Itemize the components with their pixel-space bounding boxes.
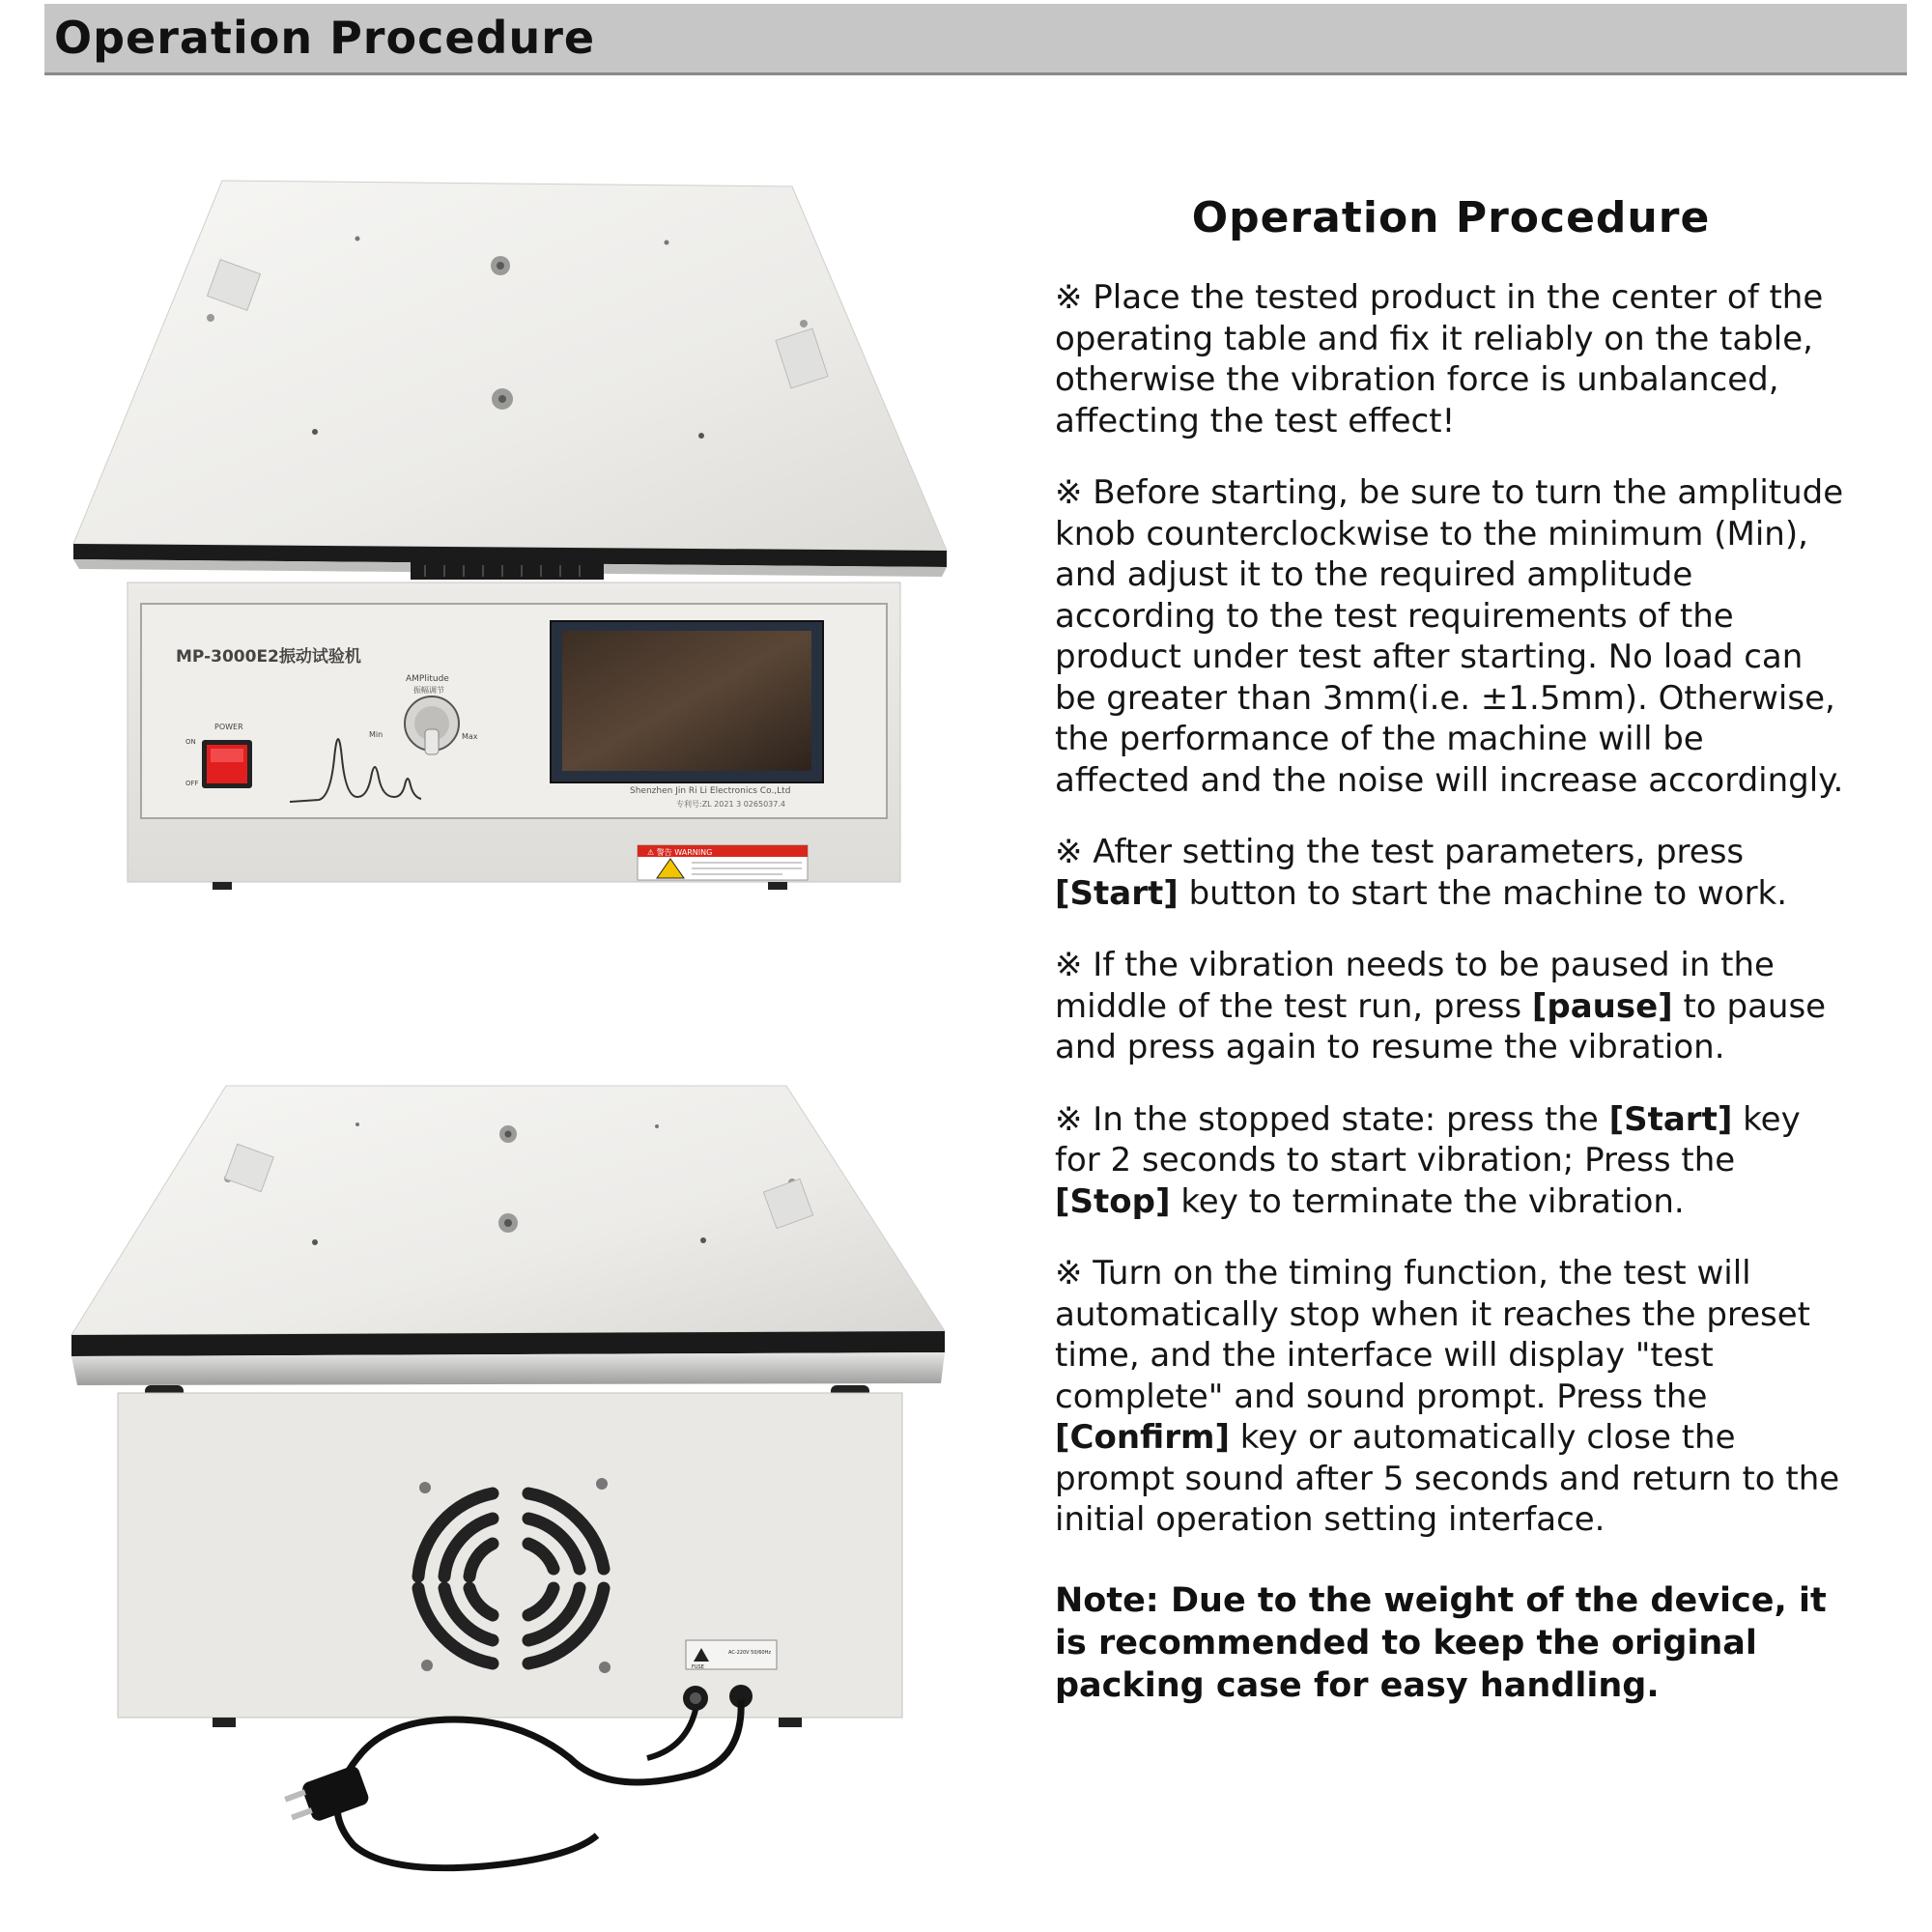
- step-text: Place the tested product in the center of the operating table and fix it reliably on the table, otherwise the vibration force is unbalanced, affecting the test effect!: [1055, 278, 1824, 440]
- step-text: Turn on the timing function, the test will automatically stop when it reaches the preset time, and the interface will display "test complete" and sound prompt. Press the: [1055, 1254, 1811, 1416]
- reference-mark: ※: [1055, 1099, 1094, 1139]
- table-plate-surface: [71, 1086, 945, 1335]
- key-name: [pause]: [1531, 986, 1673, 1026]
- header-bar: [44, 4, 1907, 75]
- reference-mark: ※: [1055, 278, 1094, 317]
- off-label: OFF: [185, 780, 199, 787]
- fan-screw: [421, 1660, 433, 1671]
- key-name: [Stop]: [1055, 1181, 1171, 1221]
- reference-mark: ※: [1055, 1254, 1094, 1293]
- procedure-paragraphs: [1055, 277, 1847, 1541]
- vibration-tester-front-photo: [68, 179, 956, 913]
- table-plate-edge: [71, 1331, 945, 1356]
- fuse-label: FUSE: [692, 1664, 704, 1670]
- reference-mark: ※: [1055, 833, 1094, 871]
- procedure-step-1: [1055, 277, 1847, 441]
- procedure-step-6: [1055, 1253, 1847, 1541]
- section-title: Operation Procedure: [1191, 193, 1711, 242]
- procedure-step-4: [1055, 945, 1847, 1068]
- procedure-step-3: [1055, 832, 1847, 914]
- key-name: [Start]: [1055, 873, 1179, 913]
- page-title: Operation Procedure: [54, 12, 596, 64]
- machine-body: [118, 1393, 902, 1718]
- maker-label: Shenzhen Jin Ri Li Electronics Co.,Ltd: [630, 786, 791, 796]
- step-text: key to terminate the vibration.: [1170, 1181, 1685, 1221]
- step-text: After setting the test parameters, press: [1093, 833, 1745, 871]
- procedure-step-5: [1055, 1099, 1847, 1223]
- on-label: ON: [185, 738, 196, 746]
- reference-mark: ※: [1055, 946, 1094, 984]
- fan-screw: [596, 1478, 608, 1490]
- key-name: [Confirm]: [1055, 1418, 1230, 1457]
- reference-mark: ※: [1055, 473, 1094, 512]
- power-spec-label: AC-220V 50/60Hz: [728, 1650, 771, 1656]
- key-name: [Start]: [1608, 1099, 1733, 1139]
- patent-label: 专利号:ZL 2021 3 0265037.4: [676, 800, 785, 809]
- step-text: In the stopped state: press the: [1093, 1099, 1609, 1139]
- fan-screw: [419, 1482, 431, 1493]
- max-label: Max: [462, 732, 478, 741]
- power-plug: [282, 1764, 370, 1830]
- min-label: Min: [369, 730, 384, 739]
- amplitude-sub-label: 振幅调节: [413, 686, 444, 695]
- lcd-screen: [562, 631, 811, 771]
- warning-label: ⚠ 警告 WARNING: [647, 848, 713, 857]
- step-text: button to start the machine to work.: [1178, 873, 1788, 913]
- fan-screw: [599, 1662, 611, 1673]
- step-text: to pause and press again to resume the vibration.: [1055, 986, 1827, 1066]
- power-cord: [337, 1700, 741, 1868]
- step-text: If the vibration needs to be paused in the middle of the test run, press: [1055, 946, 1775, 1026]
- power-label: POWER: [214, 723, 243, 731]
- procedure-step-2: [1055, 472, 1847, 801]
- model-label: MP-3000E2振动试验机: [176, 647, 361, 667]
- note-text: Note: Due to the weight of the device, it is recommended to keep the original packing case for easy handling.: [1055, 1580, 1827, 1705]
- step-text: Before starting, be sure to turn the amplitude knob counterclockwise to the minimum (Min), and adjust it to the required amplitude according to the test requirements of the product under test after starting. No load can be greater than 3mm(i.e. ±1.5mm). Otherwise, the performance of the machine will be affected and the noise will increase accordingly.: [1055, 473, 1844, 800]
- amplitude-label: AMPlitude: [406, 674, 449, 684]
- procedure-text-column: [1055, 193, 1847, 1707]
- step-text: key for 2 seconds to start vibration; Press the: [1055, 1099, 1801, 1179]
- vibration-tester-rear-photo: [68, 1082, 956, 1884]
- step-text: key or automatically close the prompt sound after 5 seconds and return to the initial operation setting interface.: [1055, 1418, 1840, 1539]
